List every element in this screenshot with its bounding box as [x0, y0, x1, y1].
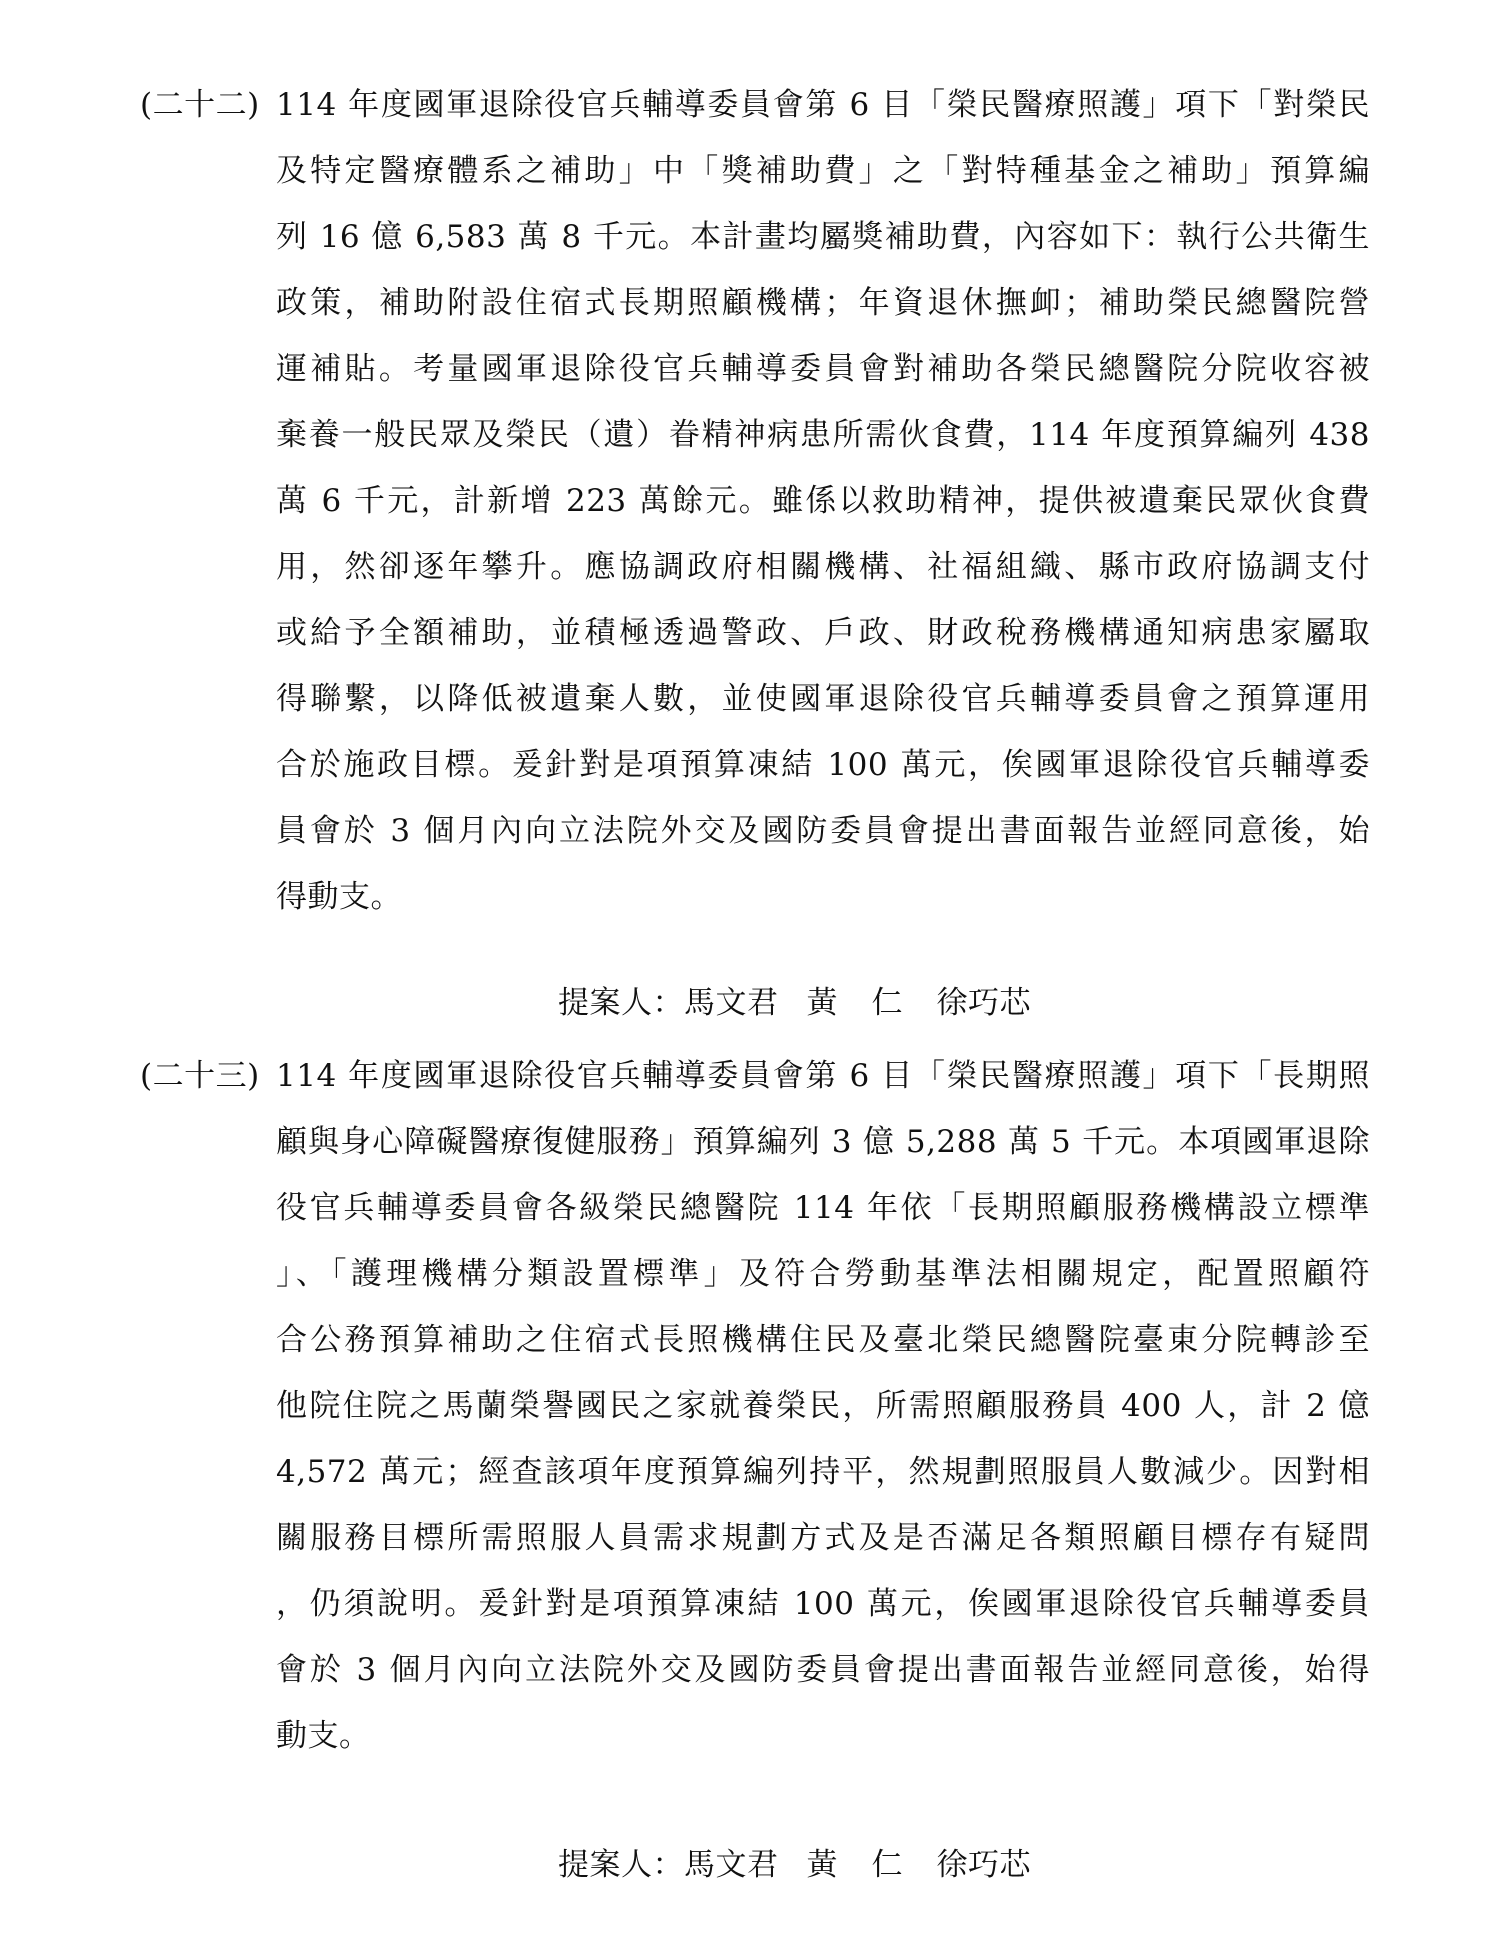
proposer-label: 提案人：	[558, 1847, 684, 1883]
body-line: 政策，補助附設住宿式長期照顧機構；年資退休撫卹；補助榮民總醫院營	[276, 285, 1370, 321]
item-number-label: (二十二)	[140, 87, 260, 123]
body-line: 萬 6 千元，計新增 223 萬餘元。雖係以救助精神，提供被遺棄民眾伙食費	[276, 483, 1370, 519]
body-line: 」、「護理機構分類設置標準」及符合勞動基準法相關規定，配置照顧符	[276, 1256, 1370, 1292]
body-line: 及特定醫療體系之補助」中「獎補助費」之「對特種基金之補助」預算編	[276, 153, 1370, 189]
body-line: ，仍須說明。爰針對是項預算凍結 100 萬元，俟國軍退除役官兵輔導委員	[276, 1586, 1370, 1622]
proposer-name: 徐巧芯	[936, 1847, 1031, 1883]
body-line: 役官兵輔導委員會各級榮民總醫院 114 年依「長期照顧服務機構設立標準	[276, 1190, 1370, 1226]
proposer-name: 馬文君	[684, 985, 779, 1021]
body-line: 列 16 億 6,583 萬 8 千元。本計畫均屬獎補助費，內容如下：執行公共衛生	[276, 219, 1370, 255]
proposal-body	[276, 1043, 1370, 1769]
body-line: 棄養一般民眾及榮民（遺）眷精神病患所需伙食費，114 年度預算編列 438	[276, 417, 1370, 453]
body-line: 114 年度國軍退除役官兵輔導委員會第 6 目「榮民醫療照護」項下「長期照	[276, 1058, 1370, 1094]
body-line: 4,572 萬元；經查該項年度預算編列持平，然規劃照服員人數減少。因對相	[276, 1454, 1370, 1490]
proposal-body	[276, 72, 1370, 930]
proposer-name: 徐巧芯	[936, 985, 1031, 1021]
body-line: 顧與身心障礙醫療復健服務」預算編列 3 億 5,288 萬 5 千元。本項國軍退除	[276, 1124, 1370, 1160]
body-line: 運補貼。考量國軍退除役官兵輔導委員會對補助各榮民總醫院分院收容被	[276, 351, 1370, 387]
body-line: 關服務目標所需照服人員需求規劃方式及是否滿足各類照顧目標存有疑問	[276, 1520, 1370, 1556]
body-line: 或給予全額補助，並積極透過警政、戶政、財政稅務機構通知病患家屬取	[276, 615, 1370, 651]
body-line: 合公務預算補助之住宿式長照機構住民及臺北榮民總醫院臺東分院轉診至	[276, 1322, 1370, 1358]
proposer-name: 黃仁	[806, 985, 937, 1021]
body-line: 114 年度國軍退除役官兵輔導委員會第 6 目「榮民醫療照護」項下「對榮民	[276, 87, 1370, 123]
proposer-signature	[558, 973, 1258, 1033]
body-line: 動支。	[276, 1718, 371, 1754]
proposer-name: 黃仁	[806, 1847, 937, 1883]
body-line: 他院住院之馬蘭榮譽國民之家就養榮民，所需照顧服務員 400 人，計 2 億	[276, 1388, 1370, 1424]
proposer-name: 馬文君	[684, 1847, 779, 1883]
body-line: 用，然卻逐年攀升。應協調政府相關機構、社福組織、縣市政府協調支付	[276, 549, 1370, 585]
proposer-label: 提案人：	[558, 985, 684, 1021]
body-line: 會於 3 個月內向立法院外交及國防委員會提出書面報告並經同意後，始得	[276, 1652, 1370, 1688]
proposer-signature	[558, 1835, 1258, 1895]
body-line: 得聯繫，以降低被遺棄人數，並使國軍退除役官兵輔導委員會之預算運用	[276, 681, 1370, 717]
body-line: 合於施政目標。爰針對是項預算凍結 100 萬元，俟國軍退除役官兵輔導委	[276, 747, 1370, 783]
item-number-label: (二十三)	[140, 1058, 260, 1094]
body-line: 員會於 3 個月內向立法院外交及國防委員會提出書面報告並經同意後，始	[276, 813, 1370, 849]
body-line: 得動支。	[276, 879, 402, 915]
